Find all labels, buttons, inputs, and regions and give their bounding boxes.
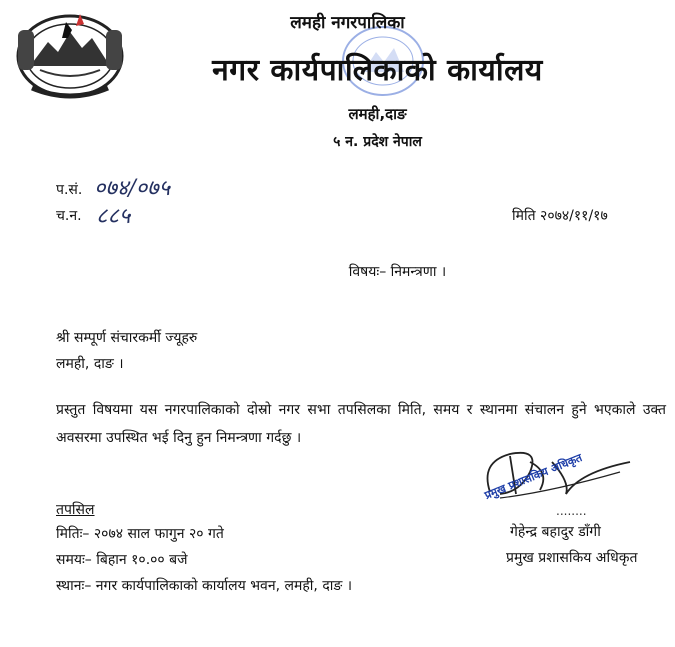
signer-name: गेहेन्द्र बहादुर डाँगी (510, 524, 601, 540)
municipality-name: लमही नगरपालिका (290, 13, 405, 33)
schedule-time: समयः– बिहान १०.०० बजे (56, 552, 188, 568)
letter-date: मिति २०७४/११/१७ (512, 208, 608, 224)
dispatch-number: ८८५ (96, 204, 131, 229)
signer-title: प्रमुख प्रशासकिय अधिकृत (506, 550, 638, 566)
subject-line: विषयः– निमन्त्रणा । (348, 264, 447, 280)
schedule-venue: स्थानः– नगर कार्यपालिकाको कार्यालय भवन, लमही, दाङ । (56, 578, 353, 594)
handwritten-signature (470, 432, 640, 532)
letter-body: प्रस्तुत विषयमा यस नगरपालिकाको दोस्रो नगर सभा तपसिलका मिति, समय र स्थानमा संचालन हुने भएकाले उक्त अवसरमा उपस्थित भई दिनु हुन निमन्त्रणा गर्दछु । (56, 402, 666, 446)
signature-stamp: प्रमुख प्रशासकिय अधिकृत (482, 451, 584, 503)
schedule-heading: तपसिल (56, 502, 95, 518)
signature-dots: ........ (556, 504, 587, 518)
recipient-name: श्री सम्पूर्ण संचारकर्मी ज्यूहरु (56, 330, 198, 346)
reference-label: प.सं. (56, 182, 83, 198)
recipient-address: लमही, दाङ । (56, 356, 124, 372)
office-title: नगर कार्यपालिकाको कार्यालय (212, 53, 543, 88)
office-address: लमही,दाङ (348, 105, 407, 123)
dispatch-label: च.न. (56, 208, 82, 224)
province-line: ५ न. प्रदेश नेपाल (333, 134, 422, 150)
schedule-date: मितिः– २०७४ साल फागुन २० गते (56, 526, 224, 542)
reference-number: ०७४/०७५ (94, 176, 171, 201)
